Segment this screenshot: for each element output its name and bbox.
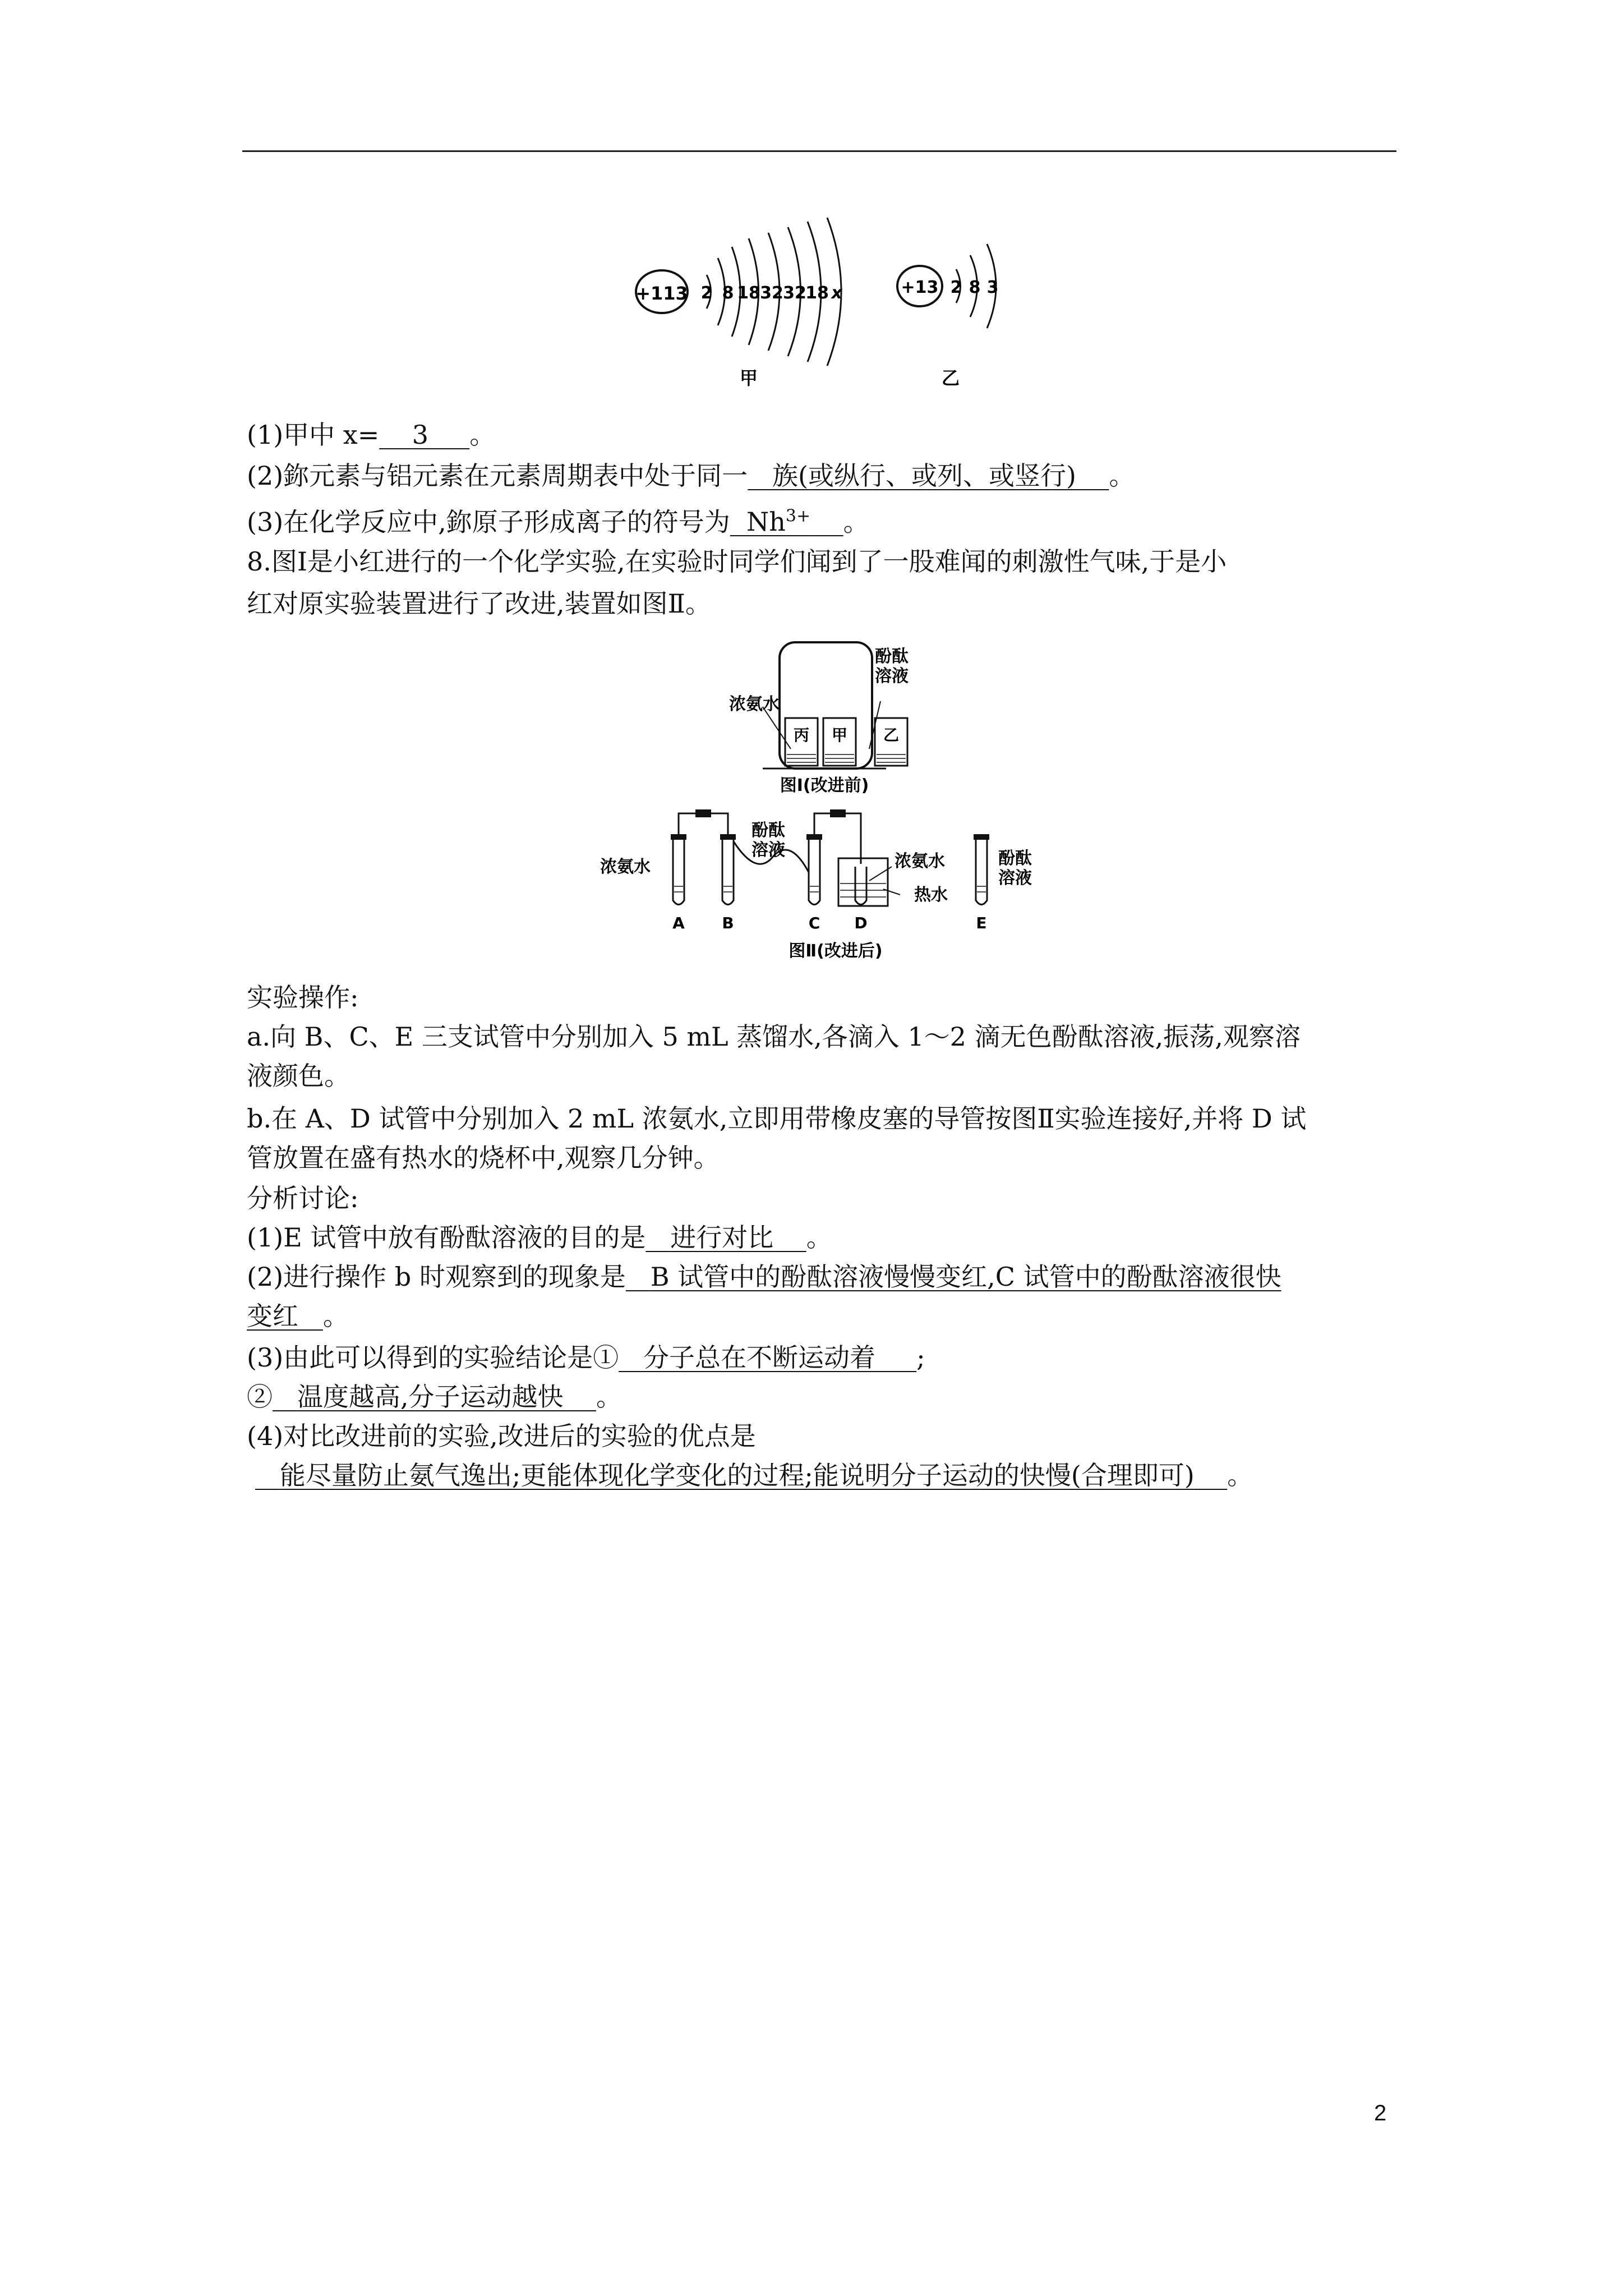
fig2-tube-e: E xyxy=(976,914,987,932)
fig2-label-hot-water: 热水 xyxy=(914,885,948,905)
atom-jia xyxy=(635,218,843,389)
jia-shell-4: 32 xyxy=(760,283,783,303)
ops-title: 实验操作: xyxy=(247,982,359,1013)
a3-answer2: 温度越高,分子运动越快 xyxy=(297,1382,564,1412)
header-rule xyxy=(242,150,1396,152)
a1-prefix: (1)E 试管中放有酚酞溶液的目的是 xyxy=(247,1222,646,1253)
op-b-line1: b.在 A、D 试管中分别加入 2 mL 浓氨水,立即用带橡皮塞的导管按图Ⅱ实验连接好,并将 D 试 xyxy=(247,1103,1307,1134)
q7-p2-suffix: 。 xyxy=(1109,461,1135,491)
fig2-tube-c: C xyxy=(808,914,820,932)
jia-shell-5: 32 xyxy=(783,283,806,303)
fig1-label-ammonia: 浓氨水 xyxy=(729,694,780,714)
q7-p2-answer: 族(或纵行、或列、或竖行) xyxy=(772,461,1076,491)
op-b-line2: 管放置在盛有热水的烧杯中,观察几分钟。 xyxy=(247,1143,720,1173)
atom-structure-figure xyxy=(628,213,1032,398)
fig2-label-ammonia-left: 浓氨水 xyxy=(600,857,651,877)
analysis-q2-line1 xyxy=(247,1260,1281,1294)
figure-2-apparatus xyxy=(589,805,1082,968)
jia-shell-1: 2 xyxy=(700,283,713,303)
fig2-caption: 图Ⅱ(改进后) xyxy=(789,941,883,961)
q7-p1-answer: 3 xyxy=(412,420,429,450)
analysis-q3-line2 xyxy=(247,1380,622,1414)
page-number: 2 xyxy=(1374,2101,1387,2125)
a3-suffix1: ; xyxy=(916,1342,925,1373)
yi-nucleus-label: +13 xyxy=(901,278,939,297)
a1-answer: 进行对比 xyxy=(670,1222,774,1253)
q7-p3-answer: $Nh^{3+}$ xyxy=(746,507,811,537)
a3-num2: ② xyxy=(247,1382,273,1412)
analysis-title: 分析讨论: xyxy=(247,1183,359,1213)
fig1-label-phenol-2: 溶液 xyxy=(875,666,909,686)
yi-shell-1: 2 xyxy=(950,278,962,297)
fig2-label-phenol-mid-2: 溶液 xyxy=(751,840,785,860)
analysis-q1 xyxy=(247,1221,832,1254)
fig2-tube-b: B xyxy=(722,914,734,932)
figure-1-apparatus xyxy=(707,634,942,797)
jia-shell-6: 18 xyxy=(805,283,829,303)
a4-prefix: (4)对比改进前的实验,改进后的实验的优点是 xyxy=(247,1421,756,1451)
q8-intro-line1: 8.图Ⅰ是小红进行的一个化学实验,在实验时同学们闻到了一股难闻的刺激性气味,于是小 xyxy=(247,546,1227,577)
fig1-beaker-yi: 乙 xyxy=(883,726,900,744)
fig2-label-phenol-mid-1: 酚酞 xyxy=(751,821,785,840)
fig1-caption: 图Ⅰ(改进前) xyxy=(780,776,869,795)
fig2-label-phenol-right-2: 溶液 xyxy=(998,868,1032,888)
a3-prefix: (3)由此可以得到的实验结论是① xyxy=(247,1342,619,1373)
jia-shell-7: x xyxy=(831,283,842,303)
fig2-tube-a: A xyxy=(672,914,685,932)
analysis-q3-line1 xyxy=(247,1341,925,1374)
q7-p2-prefix: (2)鉨元素与铝元素在元素周期表中处于同一 xyxy=(247,461,748,491)
q7-p3-prefix: (3)在化学反应中,鉨原子形成离子的符号为 xyxy=(247,507,730,537)
q7-part3 xyxy=(247,500,869,539)
a4-answer: 能尽量防止氨气逸出;更能体现化学变化的过程;能说明分子运动的快慢(合理即可) xyxy=(279,1460,1195,1490)
fig1-label-phenol-1: 酚酞 xyxy=(875,647,909,666)
q8-intro-line2: 红对原实验装置进行了改进,装置如图Ⅱ。 xyxy=(247,588,711,619)
a4-suffix: 。 xyxy=(1227,1460,1253,1490)
yi-shell-3: 3 xyxy=(986,278,999,297)
analysis-q2-line2 xyxy=(247,1299,349,1333)
jia-shell-3: 18 xyxy=(737,283,760,303)
a2-suffix: 。 xyxy=(322,1301,349,1331)
a2-prefix: (2)进行操作 b 时观察到的现象是 xyxy=(247,1262,626,1292)
a3-suffix2: 。 xyxy=(596,1382,622,1412)
a2-answer-line2: 变红 xyxy=(247,1301,298,1331)
fig1-beaker-bing: 丙 xyxy=(793,726,810,744)
op-a-line2: 液颜色。 xyxy=(247,1061,350,1091)
q7-part2 xyxy=(247,459,1135,493)
yi-shell-2: 8 xyxy=(969,278,981,297)
jia-caption: 甲 xyxy=(739,367,758,389)
jia-shell-2: 8 xyxy=(722,283,734,303)
op-a-line1: a.向 B、C、E 三支试管中分别加入 5 mL 蒸馏水,各滴入 1～2 滴无色酚酞溶液,振荡,观察溶 xyxy=(247,1022,1301,1052)
fig2-label-ammonia-right: 浓氨水 xyxy=(895,852,945,871)
q7-p3-suffix: 。 xyxy=(843,507,869,537)
jia-nucleus-label: +113 xyxy=(635,283,688,304)
q7-part1 xyxy=(247,418,495,452)
atom-yi xyxy=(897,244,998,389)
a2-answer-line1: B 试管中的酚酞溶液慢慢变红,C 试管中的酚酞溶液很快 xyxy=(650,1262,1281,1292)
fig2-label-phenol-right-1: 酚酞 xyxy=(998,849,1032,868)
fig1-beaker-jia: 甲 xyxy=(831,726,848,744)
a3-answer1: 分子总在不断运动着 xyxy=(643,1342,876,1373)
q7-p1-prefix: (1)甲中 x= xyxy=(247,420,380,450)
fig2-tube-d: D xyxy=(854,914,868,932)
yi-caption: 乙 xyxy=(941,367,960,389)
analysis-q4-answer-line xyxy=(255,1458,1253,1492)
a1-suffix: 。 xyxy=(806,1222,832,1253)
q7-p1-suffix: 。 xyxy=(469,420,496,450)
